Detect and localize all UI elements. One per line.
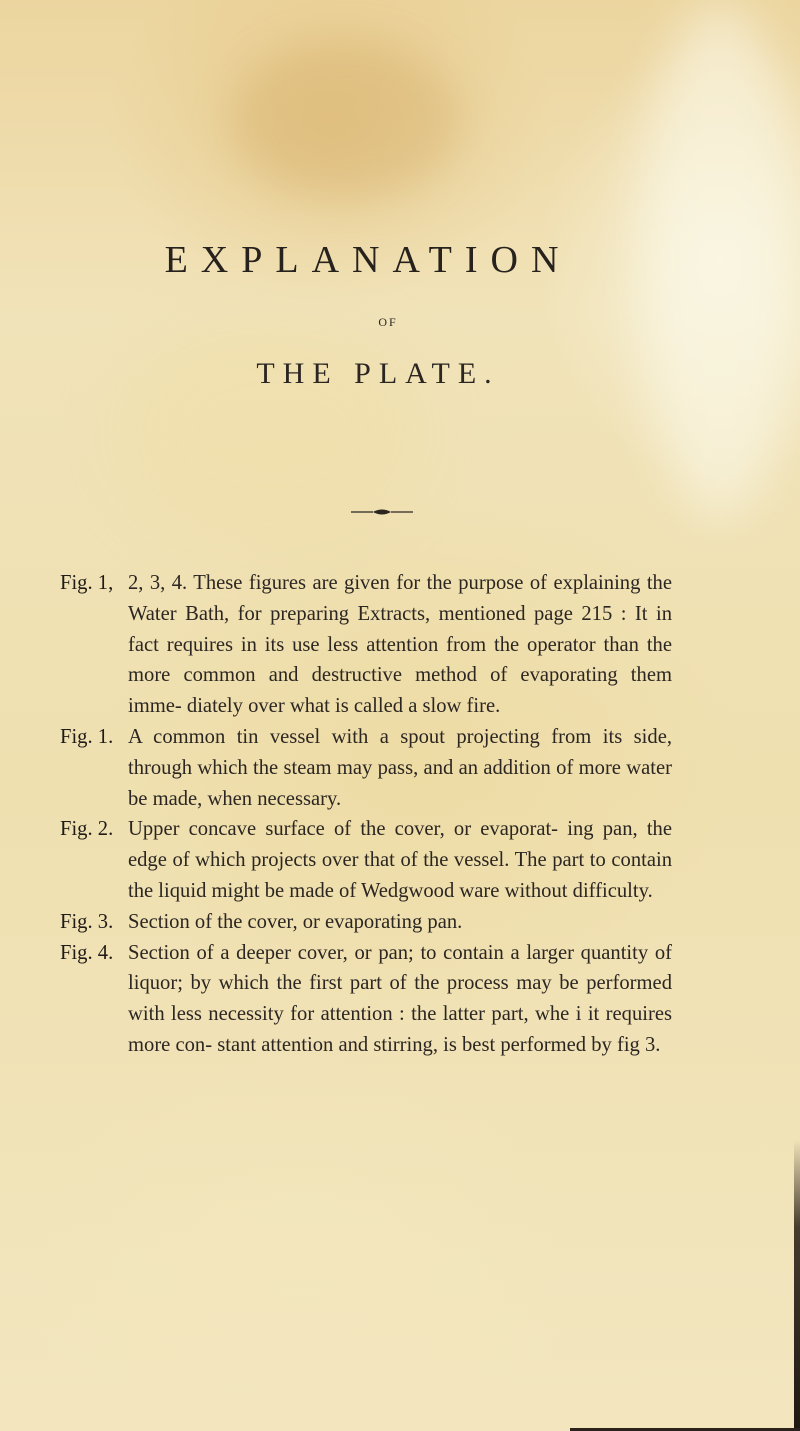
figure-entry — [60, 907, 672, 938]
figure-label: Fig. 1, — [60, 572, 114, 594]
figure-entry — [60, 568, 672, 722]
figure-description: A common tin vessel with a spout projecting from its side, through which the steam may pass, and an addition of more water be made, when necessary. — [128, 725, 672, 810]
page-subtitle: THE PLATE. — [256, 357, 500, 390]
figure-description: Section of a deeper cover, or pan; to contain a larger quantity of liquor; by which the first part of the process may be performed with less necessity for attention : the latter part, whe i it requires more con- stant attention and stirring, is best performed by fig 3. — [128, 941, 672, 1056]
page-edge-shadow — [794, 1140, 800, 1431]
figure-label: Fig. 4. — [60, 941, 114, 964]
page-title: EXPLANATION — [164, 239, 572, 281]
figure-description: Section of the cover, or evaporating pan. — [128, 910, 463, 933]
figure-entry — [60, 814, 672, 906]
paper-stain — [640, 0, 800, 520]
ornament-divider-icon — [351, 507, 413, 517]
figure-entry — [60, 938, 672, 1061]
figure-description: 2, 3, 4. These figures are given for the purpose of explaining the Water Bath, for preparing Extracts, mentioned page 215 : It in fact requires in its use less attention from the operator than the more common and destructive method of evaporating them imme- diately over what is called a slow fire. — [128, 572, 672, 718]
figure-list — [60, 568, 672, 1061]
figure-label: Fig. 2. — [60, 818, 114, 841]
figure-label: Fig. 1. — [60, 725, 114, 748]
figure-entry — [60, 722, 672, 814]
figure-description: Upper concave surface of the cover, or evaporat- ing pan, the edge of which projects over that of the vessel. The part to contain the liquid might be made of Wedgwood ware without difficulty. — [128, 818, 672, 902]
paper-stain — [230, 40, 460, 200]
figure-label: Fig. 3. — [60, 910, 114, 933]
title-connector: OF — [378, 315, 398, 329]
